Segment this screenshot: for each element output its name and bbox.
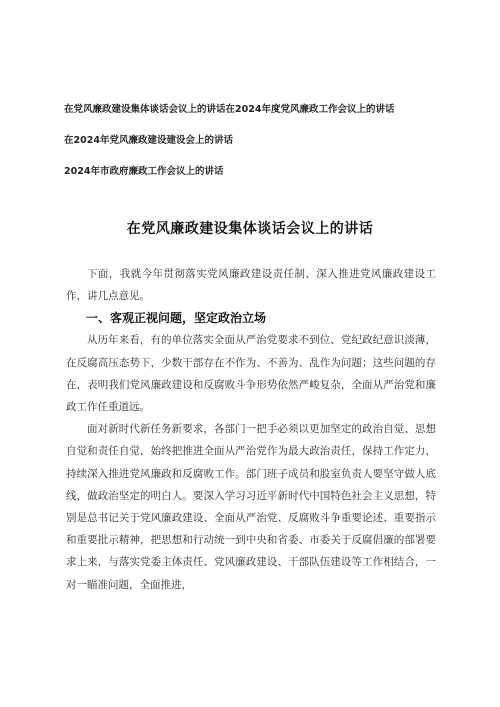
body-paragraph: 面对新时代新任务新要求，各部门一把手必须以更加坚定的政治自觉、思想自觉和责任自觉，始终把推进全面从严治党作为最大政治责任，保持工作定力，持续深入推进党风廉政和反腐败工作。部门班子成员和股室负责人要坚守做人底线，做政治坚定的明白人。要深入学习习近平新时代中国特色社会主义思想，特别是总书记关于党风廉政建设、全面从严治党、反腐败斗争重要论述、重要指示和重要批示精神，把思想和行动统一到中央和省委、市委关于反腐倡廉的部署要求上来，与落实党委主体责任、党风廉政建设、干部队伍建设等工作相结合，一对一瞄准问题，全面推进，: [66, 423, 436, 591]
toc-item: 2024年市政府廉政工作会议上的讲话: [64, 166, 224, 177]
section-heading: 一、客观正视问题，坚定政治立场: [86, 311, 267, 326]
intro-paragraph: 下面，我就今年贯彻落实党风廉政建设责任制、深入推进党风廉政建设工作，讲几点意见。: [66, 268, 436, 303]
document-title: 在党风廉政建设集体谈话会议上的讲话: [126, 221, 374, 237]
document-body: [66, 263, 436, 596]
body-paragraph: 从历年来看，有的单位落实全面从严治党要求不到位、党纪政纪意识淡薄，在反腐高压态势下，少数干部存在不作为、不善为、乱作为问题；这些问题的存在，表明我们党风廉政建设和反腐败斗争形势依然严峻复杂，全面从严治党和廉政工作任重道远。: [66, 334, 436, 414]
toc-item: 在党风廉政建设集体谈话会议上的讲话在2024年度党风廉政工作会议上的讲话: [64, 104, 395, 115]
table-of-contents: [64, 103, 464, 196]
toc-item: 在2024年党风廉政建设建设会上的讲话: [64, 135, 233, 146]
